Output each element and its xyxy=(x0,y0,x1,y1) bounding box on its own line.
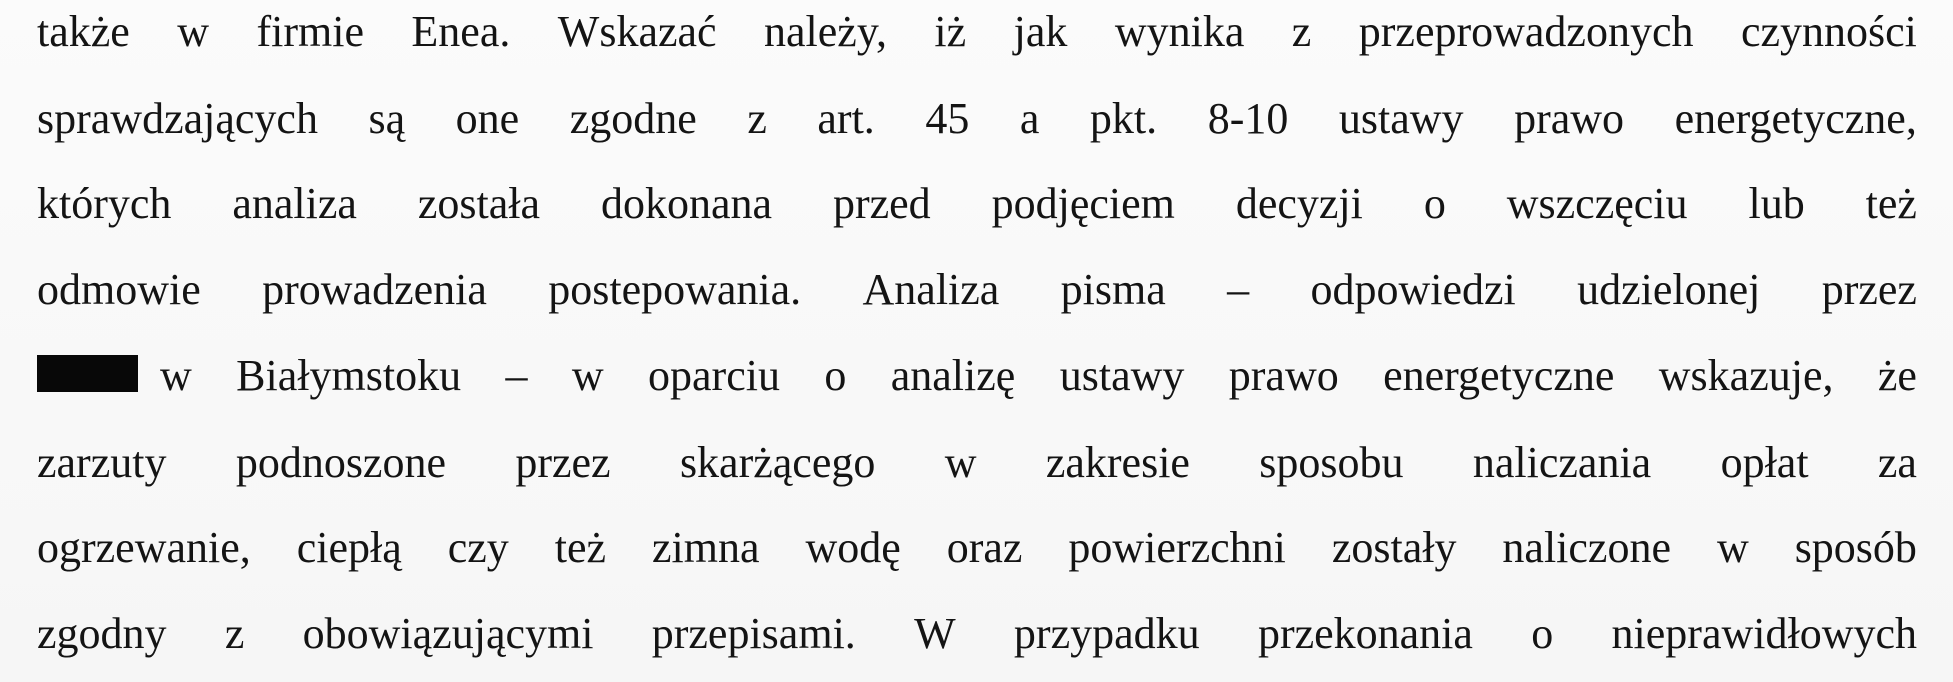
word: wskazuje, xyxy=(1658,351,1834,400)
word: że xyxy=(1877,351,1917,400)
word: w xyxy=(177,7,210,56)
word: dokonana xyxy=(600,179,773,228)
word: przekonania xyxy=(1257,609,1473,658)
word: przez xyxy=(515,438,611,487)
word: opłat xyxy=(1720,438,1809,487)
word: ustawy xyxy=(1338,94,1464,143)
word: przepisami. xyxy=(651,609,856,658)
word: powierzchni xyxy=(1068,523,1286,572)
word: prowadzenia xyxy=(262,265,487,314)
word: za xyxy=(1877,438,1917,487)
word: podnoszone xyxy=(235,438,446,487)
word: o xyxy=(1423,179,1446,228)
word: w xyxy=(160,351,192,400)
word: jak xyxy=(1013,7,1068,56)
word: należy, xyxy=(764,7,887,56)
word: udzielonej xyxy=(1577,265,1761,314)
word: naliczania xyxy=(1472,438,1652,487)
word: zgodny xyxy=(37,609,167,658)
redaction-block xyxy=(37,355,138,392)
word: postepowania. xyxy=(548,265,802,314)
word: 45 xyxy=(925,94,970,143)
word: przed xyxy=(832,179,931,228)
word: energetyczne xyxy=(1383,351,1615,400)
word: w xyxy=(1716,523,1749,572)
text-line-2 xyxy=(37,94,1917,143)
word: – xyxy=(1227,265,1250,314)
word: czy xyxy=(447,523,509,572)
word: sprawdzających xyxy=(37,94,318,143)
word: w xyxy=(571,351,604,400)
word: ogrzewanie, xyxy=(37,523,251,572)
word: przeprowadzonych xyxy=(1358,7,1694,56)
word: decyzji xyxy=(1235,179,1363,228)
word: analizę xyxy=(890,351,1016,400)
word: też xyxy=(1865,179,1917,228)
word: one xyxy=(455,94,520,143)
word: analiza xyxy=(232,179,357,228)
word: zarzuty xyxy=(37,438,167,487)
word: art. xyxy=(817,94,875,143)
word: z xyxy=(747,94,767,143)
word: oparciu xyxy=(648,351,780,400)
word: 8-10 xyxy=(1207,94,1289,143)
word: wynika xyxy=(1114,7,1245,56)
word: Analiza xyxy=(862,265,1000,314)
word: o xyxy=(824,351,847,400)
word: też xyxy=(554,523,607,572)
word: odmowie xyxy=(37,265,201,314)
text-line-7 xyxy=(37,523,1917,572)
text-line-8 xyxy=(37,609,1917,658)
word: obowiązującymi xyxy=(302,609,594,658)
word: sposobu xyxy=(1259,438,1404,487)
word: oraz xyxy=(946,523,1023,572)
word: nieprawidłowych xyxy=(1611,609,1917,658)
word: także xyxy=(37,7,130,56)
word: czynności xyxy=(1740,7,1917,56)
word: wszczęciu xyxy=(1506,179,1688,228)
word: pkt. xyxy=(1089,94,1158,143)
word: których xyxy=(37,179,172,228)
word: pisma xyxy=(1060,265,1166,314)
word: Wskazać xyxy=(557,7,717,56)
word: zimna xyxy=(652,523,760,572)
word: w xyxy=(944,438,977,487)
word: sposób xyxy=(1794,523,1917,572)
word: zgodne xyxy=(569,94,697,143)
word: skarżącego xyxy=(679,438,876,487)
word: podjęciem xyxy=(991,179,1175,228)
word: z xyxy=(224,609,245,658)
text-line-3 xyxy=(37,179,1917,228)
word: prawo xyxy=(1228,351,1339,400)
word: iż xyxy=(934,7,967,56)
word: zakresie xyxy=(1045,438,1190,487)
word: lub xyxy=(1748,179,1805,228)
word: ciepłą xyxy=(296,523,402,572)
word: z xyxy=(1291,7,1312,56)
word: przypadku xyxy=(1013,609,1200,658)
word: Enea. xyxy=(411,7,511,56)
word: o xyxy=(1531,609,1554,658)
text-line-1 xyxy=(37,7,1917,56)
word: firmie xyxy=(256,7,364,56)
text-line-5 xyxy=(37,353,1917,398)
word: W xyxy=(914,609,956,658)
word: są xyxy=(368,94,406,143)
word: ustawy xyxy=(1059,351,1185,400)
word: a xyxy=(1019,94,1040,143)
word: odpowiedzi xyxy=(1310,265,1516,314)
word: – xyxy=(505,351,528,400)
word: zostały xyxy=(1331,523,1457,572)
text-line-4 xyxy=(37,265,1917,314)
word: przez xyxy=(1821,265,1917,314)
word: wodę xyxy=(805,523,901,572)
word: naliczone xyxy=(1502,523,1671,572)
word: prawo xyxy=(1514,94,1625,143)
redacted-line-words xyxy=(160,351,1917,400)
word: energetyczne, xyxy=(1674,94,1917,143)
text-line-6 xyxy=(37,438,1917,487)
word: Białymstoku xyxy=(236,351,462,400)
word: została xyxy=(417,179,541,228)
